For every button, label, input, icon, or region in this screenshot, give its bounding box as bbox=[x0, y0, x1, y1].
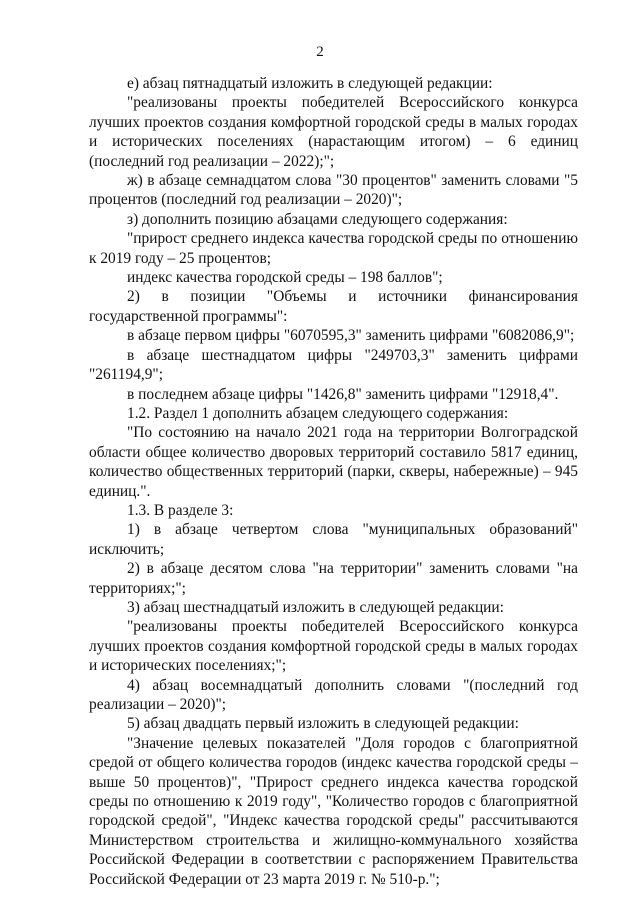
paragraph-section3-item-4: 4) абзац восемнадцатый дополнить словами "(последний год реализации – 2020)"; bbox=[89, 676, 578, 713]
paragraph-funding-first: в абзаце первом цифры "6070595,3" заменить цифрами "6082086,9"; bbox=[127, 327, 575, 345]
paragraph-quote-territories: "По состоянию на начало 2021 года на территории Волгоградской области общее количество дворовых территорий составило 5817 единиц, количество общественных территорий (парки, скверы, набережные) – 945 единиц.". bbox=[89, 424, 578, 500]
paragraph-quote-index-value: индекс качества городской среды – 198 баллов"; bbox=[127, 269, 443, 287]
page-number: 2 bbox=[316, 44, 324, 60]
paragraph-item-2-funding: 2) в позиции "Объемы и источники финансирования государственной программы": bbox=[89, 288, 578, 325]
paragraph-funding-sixteenth: в абзаце шестнадцатом цифры "249703,3" заменить цифрами "261194,9"; bbox=[89, 346, 578, 384]
document-body bbox=[89, 74, 578, 889]
paragraph-section3-item-3: 3) абзац шестнадцатый изложить в следующей редакции: bbox=[127, 598, 504, 616]
paragraph-section-1-2: 1.2. Раздел 1 дополнить абзацем следующего содержания: bbox=[127, 404, 509, 422]
paragraph-item-z: з) дополнить позицию абзацами следующего содержания: bbox=[127, 210, 508, 228]
paragraph-quote-index-growth: "прирост среднего индекса качества городской среды по отношению к 2019 году – 25 процентов; bbox=[89, 230, 578, 267]
paragraph-item-zh: ж) в абзаце семнадцатом слова "30 процентов" заменить словами "5 процентов (последний год реализации – 2020)"; bbox=[89, 172, 578, 209]
paragraph-funding-last: в последнем абзаце цифры "1426,8" заменить цифрами "12918,4". bbox=[127, 385, 559, 403]
paragraph-section-1-3: 1.3. В разделе 3: bbox=[127, 501, 234, 519]
paragraph-section3-item-2: 2) в абзаце десятом слова "на территории" заменить словами "на территориях;"; bbox=[89, 560, 578, 597]
paragraph-item-e: е) абзац пятнадцатый изложить в следующей редакции: bbox=[127, 75, 493, 92]
paragraph-quote-small-towns: "реализованы проекты победителей Всероссийского конкурса лучших проектов создания комфортной городской среды в малых городах и исторических поселениях;"; bbox=[89, 618, 578, 675]
paragraph-quote-target-indicators: "Значение целевых показателей "Доля городов с благоприятной средой от общего количества городов (индекс качества городской среды – выше 50 процентов)", "Прирост среднего индекса качества городской среды по отношению к 2019 году", "Количество городов с благоприятной городской средой", "Индекс качества городской среды" рассчитываются Министерством строительства и жилищно-коммунального хозяйства Российской Федерации в соответствии с распоряжением Правительства Российской Федерации от 23 марта 2019 г. № 510-р."; bbox=[89, 734, 578, 888]
paragraph-section3-item-1: 1) в абзаце четвертом слова "муниципальных образований" исключить; bbox=[89, 521, 578, 558]
paragraph-section3-item-5: 5) абзац двадцать первый изложить в следующей редакции: bbox=[127, 715, 519, 733]
paragraph-quote-realized-projects: "реализованы проекты победителей Всероссийского конкурса лучших проектов создания комфортной городской среды в малых городах и исторических поселениях (нарастающим итогом) – 6 единиц (последний год реализации – 2022);"; bbox=[89, 94, 578, 170]
